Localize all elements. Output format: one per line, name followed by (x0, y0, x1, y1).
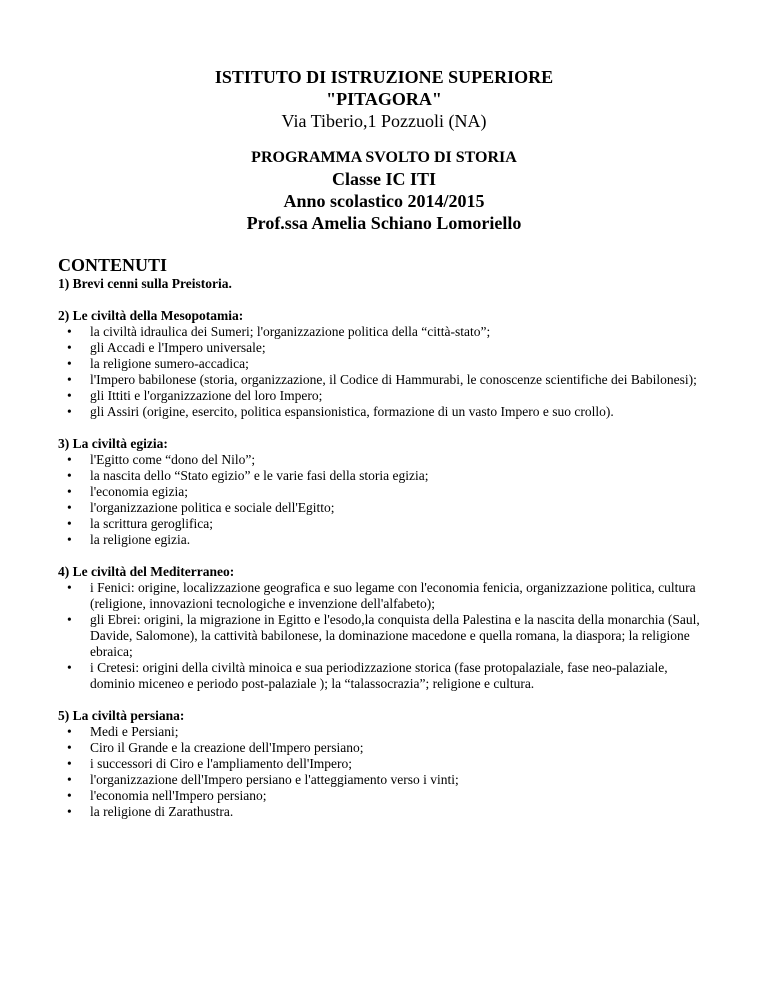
list-item (58, 580, 708, 612)
bullet-icon: • (67, 484, 72, 499)
list-item-text: l'organizzazione dell'Impero persiano e l'atteggiamento verso i vinti; (90, 772, 459, 787)
teacher-name: Prof.ssa Amelia Schiano Lomoriello (246, 213, 522, 233)
section-title: 3) La civiltà egizia: (58, 436, 168, 451)
bullet-icon: • (67, 660, 72, 675)
bullet-icon: • (67, 532, 72, 547)
contents-sections (58, 276, 708, 820)
bullet-icon: • (67, 804, 72, 819)
list-item (58, 788, 708, 804)
list-item-text: Ciro il Grande e la creazione dell'Impero persiano; (90, 740, 364, 755)
list-item (58, 468, 708, 484)
list-item (58, 484, 708, 500)
list-item (58, 516, 708, 532)
section-list (58, 452, 708, 548)
list-item (58, 340, 708, 356)
institute-subname: "PITAGORA" (326, 89, 442, 109)
section-gap (58, 692, 708, 708)
section-list (58, 724, 708, 820)
bullet-icon: • (67, 772, 72, 787)
section-3 (58, 436, 708, 548)
list-item-text: l'Egitto come “dono del Nilo”; (90, 452, 256, 467)
contents-heading: CONTENUTI (58, 255, 168, 275)
section-title: 1) Brevi cenni sulla Preistoria. (58, 276, 232, 291)
list-item (58, 772, 708, 788)
list-item-text: l'Impero babilonese (storia, organizzazione, il Codice di Hammurabi, le conoscenze scientifiche dei Babilonesi); (90, 372, 697, 387)
section-title: 5) La civiltà persiana: (58, 708, 185, 723)
bullet-icon: • (67, 388, 72, 403)
institute-header (0, 66, 768, 132)
list-item (58, 804, 708, 820)
list-item-text: la religione egizia. (90, 532, 191, 547)
list-item-text: i Fenici: origine, localizzazione geografica e suo legame con l'economia fenicia, organizzazione politica, cultura (religione, innovazioni tecnologiche e invenzione dell'alfabeto); (90, 580, 696, 611)
list-item (58, 388, 708, 404)
bullet-icon: • (67, 452, 72, 467)
bullet-icon: • (67, 500, 72, 515)
list-item-text: la nascita dello “Stato egizio” e le varie fasi della storia egizia; (90, 468, 429, 483)
section-title: 2) Le civiltà della Mesopotamia: (58, 308, 244, 323)
bullet-icon: • (67, 404, 72, 419)
list-item-text: i Cretesi: origini della civiltà minoica e sua periodizzazione storica (fase protopalaziale, fase neo-palaziale, dominio miceneo e periodo post-palaziale ); la “talassocrazia”; religione e cultura. (90, 660, 668, 691)
list-item-text: gli Ebrei: origini, la migrazione in Egitto e l'esodo,la conquista della Palestina e la nascita della monarchia (Saul, Davide, Salomone), la cattività babilonese, la dominazione macedone e quella romana, la diaspora; la religione ebraica; (90, 612, 700, 659)
bullet-icon: • (67, 516, 72, 531)
bullet-icon: • (67, 340, 72, 355)
bullet-icon: • (67, 372, 72, 387)
class-label: Classe IC ITI (331, 169, 437, 189)
institute-address: Via Tiberio,1 Pozzuoli (NA) (281, 111, 487, 131)
list-item-text: l'economia nell'Impero persiano; (90, 788, 267, 803)
list-item-text: i successori di Ciro e l'ampliamento dell'Impero; (90, 756, 353, 771)
list-item-text: l'economia egizia; (90, 484, 189, 499)
list-item (58, 500, 708, 516)
section-list (58, 580, 708, 692)
list-item (58, 324, 708, 340)
list-item-text: la religione sumero-accadica; (90, 356, 249, 371)
list-item (58, 372, 708, 388)
list-item (58, 724, 708, 740)
list-item-text: la civiltà idraulica dei Sumeri; l'organizzazione politica della “città-stato”; (90, 324, 491, 339)
bullet-icon: • (67, 356, 72, 371)
bullet-icon: • (67, 740, 72, 755)
list-item-text: gli Accadi e l'Impero universale; (90, 340, 266, 355)
list-item-text: la scrittura geroglifica; (90, 516, 213, 531)
school-year: Anno scolastico 2014/2015 (283, 191, 485, 211)
bullet-icon: • (67, 724, 72, 739)
list-item-text: la religione di Zarathustra. (90, 804, 234, 819)
list-item (58, 356, 708, 372)
bullet-icon: • (67, 756, 72, 771)
section-list (58, 324, 708, 420)
list-item-text: gli Ittiti e l'organizzazione del loro Impero; (90, 388, 323, 403)
bullet-icon: • (67, 324, 72, 339)
list-item-text: Medi e Persiani; (90, 724, 179, 739)
section-gap (58, 420, 708, 436)
bullet-icon: • (67, 580, 72, 595)
list-item-text: gli Assiri (origine, esercito, politica espansionistica, formazione di un vasto Impero e suo crollo). (90, 404, 614, 419)
list-item (58, 756, 708, 772)
list-item (58, 612, 708, 660)
section-title: 4) Le civiltà del Mediterraneo: (58, 564, 235, 579)
program-header (0, 148, 768, 234)
bullet-icon: • (67, 788, 72, 803)
section-gap (58, 548, 708, 564)
bullet-icon: • (67, 612, 72, 627)
list-item (58, 404, 708, 420)
bullet-icon: • (67, 468, 72, 483)
institute-name: ISTITUTO DI ISTRUZIONE SUPERIORE (214, 67, 554, 87)
list-item (58, 452, 708, 468)
section-1 (58, 276, 708, 292)
list-item (58, 660, 708, 692)
list-item-text: l'organizzazione politica e sociale dell'Egitto; (90, 500, 335, 515)
list-item (58, 532, 708, 548)
section-gap (58, 292, 708, 308)
program-title: PROGRAMMA SVOLTO DI STORIA (251, 149, 517, 166)
section-5 (58, 708, 708, 820)
list-item (58, 740, 708, 756)
section-4 (58, 564, 708, 692)
section-2 (58, 308, 708, 420)
